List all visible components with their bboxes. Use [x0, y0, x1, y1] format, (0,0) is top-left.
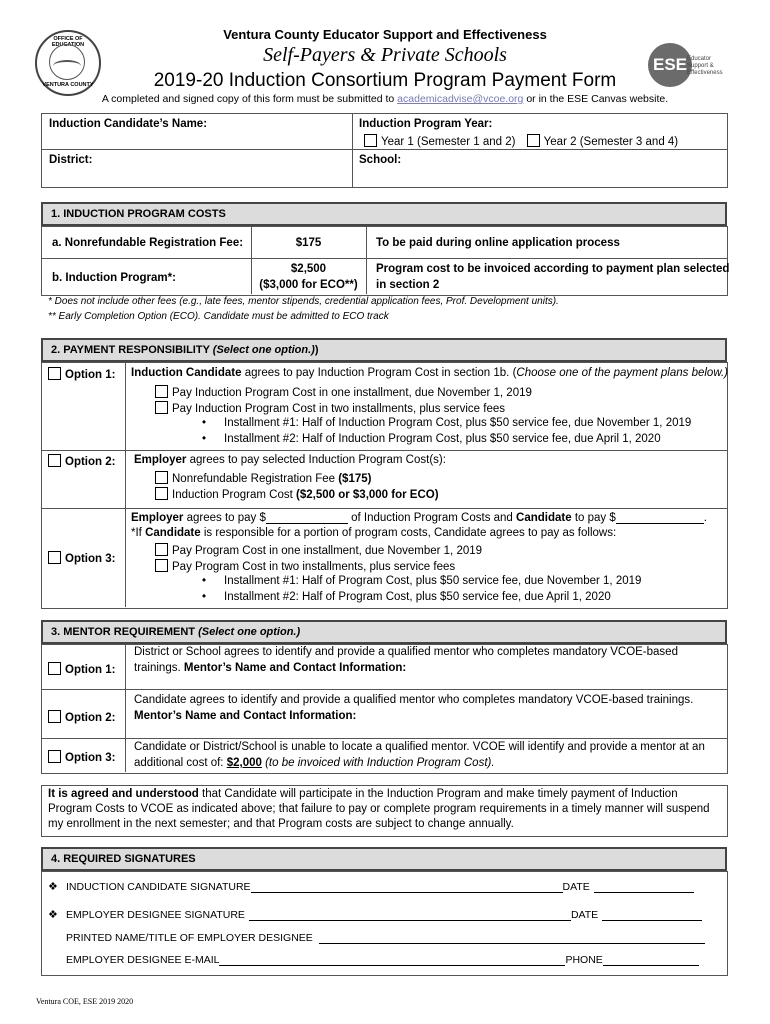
- phone-label: PHONE: [565, 954, 603, 966]
- mentor-contact-label-2: Mentor’s Name and Contact Information:: [134, 710, 357, 722]
- divider: [125, 644, 126, 772]
- footnote-1: * Does not include other fees (e.g., late fees, mentor stipends, credential application fees, Prof. Development units).: [48, 296, 559, 307]
- mentor-contact-label-1: Mentor’s Name and Contact Information:: [183, 662, 407, 674]
- employer-email-row: [66, 954, 699, 966]
- footer-text: Ventura COE, ESE 2019 2020: [36, 997, 134, 1006]
- opt1-installment-1: • Installment #1: Half of Induction Program Cost, plus $50 service fee, due November 1, 2019: [224, 417, 691, 429]
- email-link[interactable]: academicadvise@vcoe.org: [397, 93, 524, 105]
- mentor-option3: [48, 750, 115, 764]
- district-label: District:: [49, 154, 93, 166]
- payment-option2: [48, 454, 115, 468]
- mentor-opt3-line2: [134, 757, 495, 769]
- opt2-reg-fee-label: Nonrefundable Registration Fee: [172, 473, 339, 485]
- opt3-text-a: agrees to pay $: [183, 512, 266, 524]
- opt1-plan-b-checkbox[interactable]: [155, 401, 168, 414]
- payment-option1-text: [131, 367, 728, 379]
- opt1-plan-a-checkbox[interactable]: [155, 385, 168, 398]
- mentor-opt3-line1: Candidate or District/School is unable to locate a qualified mentor. VCOE will identify and provide a mentor at an: [134, 741, 705, 753]
- opt1-plan-a: [155, 385, 532, 399]
- mentor-opt1-line2: [134, 662, 406, 674]
- payment-option1-checkbox[interactable]: [48, 367, 61, 380]
- printed-name-row: [66, 932, 705, 944]
- divider: [366, 226, 367, 294]
- section3-instruction: (Select one option.): [198, 626, 301, 638]
- payment-option2-label: Option 2:: [65, 456, 116, 468]
- employer-email-label: EMPLOYER DESIGNEE E-MAIL: [66, 954, 220, 966]
- divider: [41, 689, 727, 690]
- section2-heading: 2. PAYMENT RESPONSIBILITY (Select one option.)): [41, 338, 727, 362]
- opt1-plan-a-label: Pay Induction Program Cost in one installment, due November 1, 2019: [172, 387, 532, 399]
- divider: [41, 738, 727, 739]
- trainings-text: trainings.: [134, 662, 184, 674]
- year-options: [364, 134, 678, 148]
- opt3-line2: [131, 527, 616, 539]
- opt3-plan-b-label: Pay Program Cost in two installments, plus service fees: [172, 561, 456, 573]
- employer-amount-field[interactable]: [266, 512, 348, 524]
- divider: [41, 258, 727, 259]
- agreement-line2: Program Costs to VCOE as indicated above; that failure to pay or complete program requirements in a timely manner will suspend: [48, 803, 710, 815]
- opt1-text: agrees to pay Induction Program Cost in section 1b. (: [241, 367, 517, 379]
- school-label: School:: [359, 154, 402, 166]
- payment-option1-label: Option 1:: [65, 369, 116, 381]
- instruction-text-end: or in the ESE Canvas website.: [523, 93, 669, 105]
- opt1-plan-b: [155, 401, 505, 415]
- org-name: Ventura County Educator Support and Effectiveness: [223, 27, 547, 42]
- opt3-installment-2: • Installment #2: Half of Program Cost, plus $50 service fee, due April 1, 2020: [224, 591, 611, 603]
- mentor-option2-label: Option 2:: [65, 712, 116, 724]
- form-title: 2019-20 Induction Consortium Program Payment Form: [153, 70, 617, 91]
- divider: [41, 149, 727, 150]
- section4-heading: 4. REQUIRED SIGNATURES: [41, 847, 727, 871]
- candidate-signature-label: INDUCTION CANDIDATE SIGNATURE: [66, 881, 251, 893]
- submission-instruction: [0, 93, 770, 105]
- employer-bold-3: Employer: [131, 512, 184, 524]
- instruction-text: A completed and signed copy of this form must be submitted to: [101, 93, 398, 105]
- agreement-line1: [48, 788, 678, 800]
- opt2-program-cost-checkbox[interactable]: [155, 487, 168, 500]
- phone-field[interactable]: [603, 954, 699, 966]
- divider: [125, 362, 126, 607]
- program-cost-label: b. Induction Program*:: [52, 272, 176, 284]
- diamond-bullet-icon: ❖: [48, 909, 58, 921]
- candidate-signature-field[interactable]: [251, 881, 563, 893]
- payment-option1: [48, 367, 115, 381]
- program-cost-note: Program cost to be invoiced according to payment plan selected: [376, 263, 730, 275]
- diamond-bullet-icon: ❖: [48, 881, 58, 893]
- mentor-option3-label: Option 3:: [65, 752, 116, 764]
- employer-signature-field[interactable]: [249, 909, 571, 921]
- opt2-program-cost-amount: ($2,500 or $3,000 for ECO): [296, 489, 439, 501]
- employer-date-field[interactable]: [602, 909, 702, 921]
- opt3-installment-1: • Installment #1: Half of Program Cost, plus $50 service fee, due November 1, 2019: [224, 575, 641, 587]
- program-cost-eco: ($3,000 for ECO**): [259, 279, 358, 291]
- printed-name-field[interactable]: [319, 932, 705, 944]
- mentor-option2: [48, 710, 115, 724]
- divider: [41, 508, 727, 509]
- employer-bold: Employer: [134, 454, 187, 466]
- opt3-text-d: is responsible for a portion of program costs, Candidate agrees to pay as follows:: [200, 527, 617, 539]
- reg-fee-amount: $175: [295, 237, 322, 249]
- opt2-reg-fee: [155, 471, 371, 485]
- mentor-option1-label: Option 1:: [65, 664, 116, 676]
- opt2-program-cost-label: Induction Program Cost: [172, 489, 297, 501]
- agreement-bold: It is agreed and understood: [48, 788, 199, 800]
- section3-heading: [41, 620, 727, 644]
- candidate-date-label: DATE: [562, 881, 590, 893]
- year2-label: Year 2 (Semester 3 and 4): [543, 136, 679, 148]
- opt3-plan-b-checkbox[interactable]: [155, 559, 168, 572]
- opt1-plan-b-label: Pay Induction Program Cost in two installments, plus service fees: [172, 403, 506, 415]
- candidate-date-field[interactable]: [594, 881, 694, 893]
- candidate-bold: Induction Candidate: [131, 367, 242, 379]
- program-cost-amount: $2,500: [290, 263, 327, 275]
- mentor-option1-checkbox[interactable]: [48, 662, 61, 675]
- ese-logo-caption: Educator Support & Effectiveness: [687, 56, 723, 76]
- opt2-reg-fee-checkbox[interactable]: [155, 471, 168, 484]
- seal-text-bottom: VENTURA COUNTY: [42, 82, 94, 88]
- mentor-cost-amount: $2,000: [226, 757, 262, 769]
- mentor-option3-checkbox[interactable]: [48, 750, 61, 763]
- section2-title: 2. PAYMENT RESPONSIBILITY: [51, 344, 213, 356]
- mentor-opt2-line1: Candidate agrees to identify and provide a qualified mentor who completes mandatory VCOE-based trainings.: [134, 694, 694, 706]
- opt2-text: agrees to pay selected Induction Program Cost(s):: [186, 454, 446, 466]
- opt3-line1: Employer agrees to pay $ of Induction Program Costs and Candidate to pay $ .: [131, 512, 707, 524]
- section3-title: 3. MENTOR REQUIREMENT: [51, 626, 199, 638]
- opt1-italic: Choose one of the payment plans below.): [516, 367, 729, 379]
- candidate-bold-3b: Candidate: [145, 527, 201, 539]
- opt3-text-b: of Induction Program Costs and: [347, 512, 517, 524]
- opt2-program-cost: [155, 487, 439, 501]
- reg-fee-label: a. Nonrefundable Registration Fee:: [52, 237, 244, 249]
- payment-option3-checkbox[interactable]: [48, 551, 61, 564]
- form-subtitle: Self-Payers & Private Schools: [263, 44, 507, 66]
- opt3-plan-a-label: Pay Program Cost in one installment, due November 1, 2019: [172, 545, 483, 557]
- employer-date-label: DATE: [570, 909, 599, 921]
- opt2-reg-fee-amount: ($175): [338, 473, 372, 485]
- section2-instruction: (Select one option.): [212, 344, 315, 356]
- year2-checkbox[interactable]: [527, 134, 540, 147]
- candidate-amount-field[interactable]: [616, 512, 704, 524]
- program-cost-note-2: in section 2: [376, 279, 440, 291]
- year1-label: Year 1 (Semester 1 and 2): [381, 136, 516, 148]
- divider: [41, 450, 727, 451]
- printed-name-label: PRINTED NAME/TITLE OF EMPLOYER DESIGNEE: [66, 932, 313, 944]
- employer-signature-label: EMPLOYER DESIGNEE SIGNATURE: [66, 909, 245, 921]
- payment-option3: [48, 551, 115, 565]
- candidate-bold-3: Candidate: [516, 512, 572, 524]
- opt3-text-c: to pay $: [571, 512, 616, 524]
- section1-heading: 1. INDUCTION PROGRAM COSTS: [41, 202, 727, 226]
- additional-cost-text: additional cost of:: [134, 757, 227, 769]
- payment-option2-text: [134, 454, 446, 466]
- divider: [352, 113, 353, 187]
- payment-option3-label: Option 3:: [65, 553, 116, 565]
- candidate-name-label: Induction Candidate’s Name:: [49, 118, 208, 130]
- mentor-opt1-line1: District or School agrees to identify and provide a qualified mentor who completes mandatory VCOE-based: [134, 646, 678, 658]
- candidate-signature-row: [66, 881, 694, 893]
- agreement-line3: my enrollment in the next semester; and that Program costs are subject to change annually.: [48, 818, 514, 830]
- opt3-plan-a: [155, 543, 482, 557]
- ese-logo: ESE: [648, 43, 692, 87]
- opt3-plan-a-checkbox[interactable]: [155, 543, 168, 556]
- year1-checkbox[interactable]: [364, 134, 377, 147]
- program-year-label: Induction Program Year:: [359, 118, 493, 130]
- payment-option2-checkbox[interactable]: [48, 454, 61, 467]
- opt3-if: *If: [131, 527, 146, 539]
- employer-email-field[interactable]: [219, 954, 565, 966]
- mentor-option1: [48, 662, 115, 676]
- opt1-installment-2: • Installment #2: Half of Induction Program Cost, plus $50 service fee, due April 1, 2020: [224, 433, 661, 445]
- opt3-plan-b: [155, 559, 455, 573]
- employer-signature-row: [66, 909, 702, 921]
- mentor-option2-checkbox[interactable]: [48, 710, 61, 723]
- mentor-cost-note: (to be invoiced with Induction Program Cost).: [261, 757, 495, 769]
- seal-text-top: OFFICE OF EDUCATION: [51, 36, 85, 48]
- footnote-2: ** Early Completion Option (ECO). Candidate must be admitted to ECO track: [48, 311, 389, 322]
- agreement-text-1: that Candidate will participate in the Induction Program and make timely payment of Induction: [198, 788, 678, 800]
- reg-fee-note: To be paid during online application process: [376, 237, 620, 249]
